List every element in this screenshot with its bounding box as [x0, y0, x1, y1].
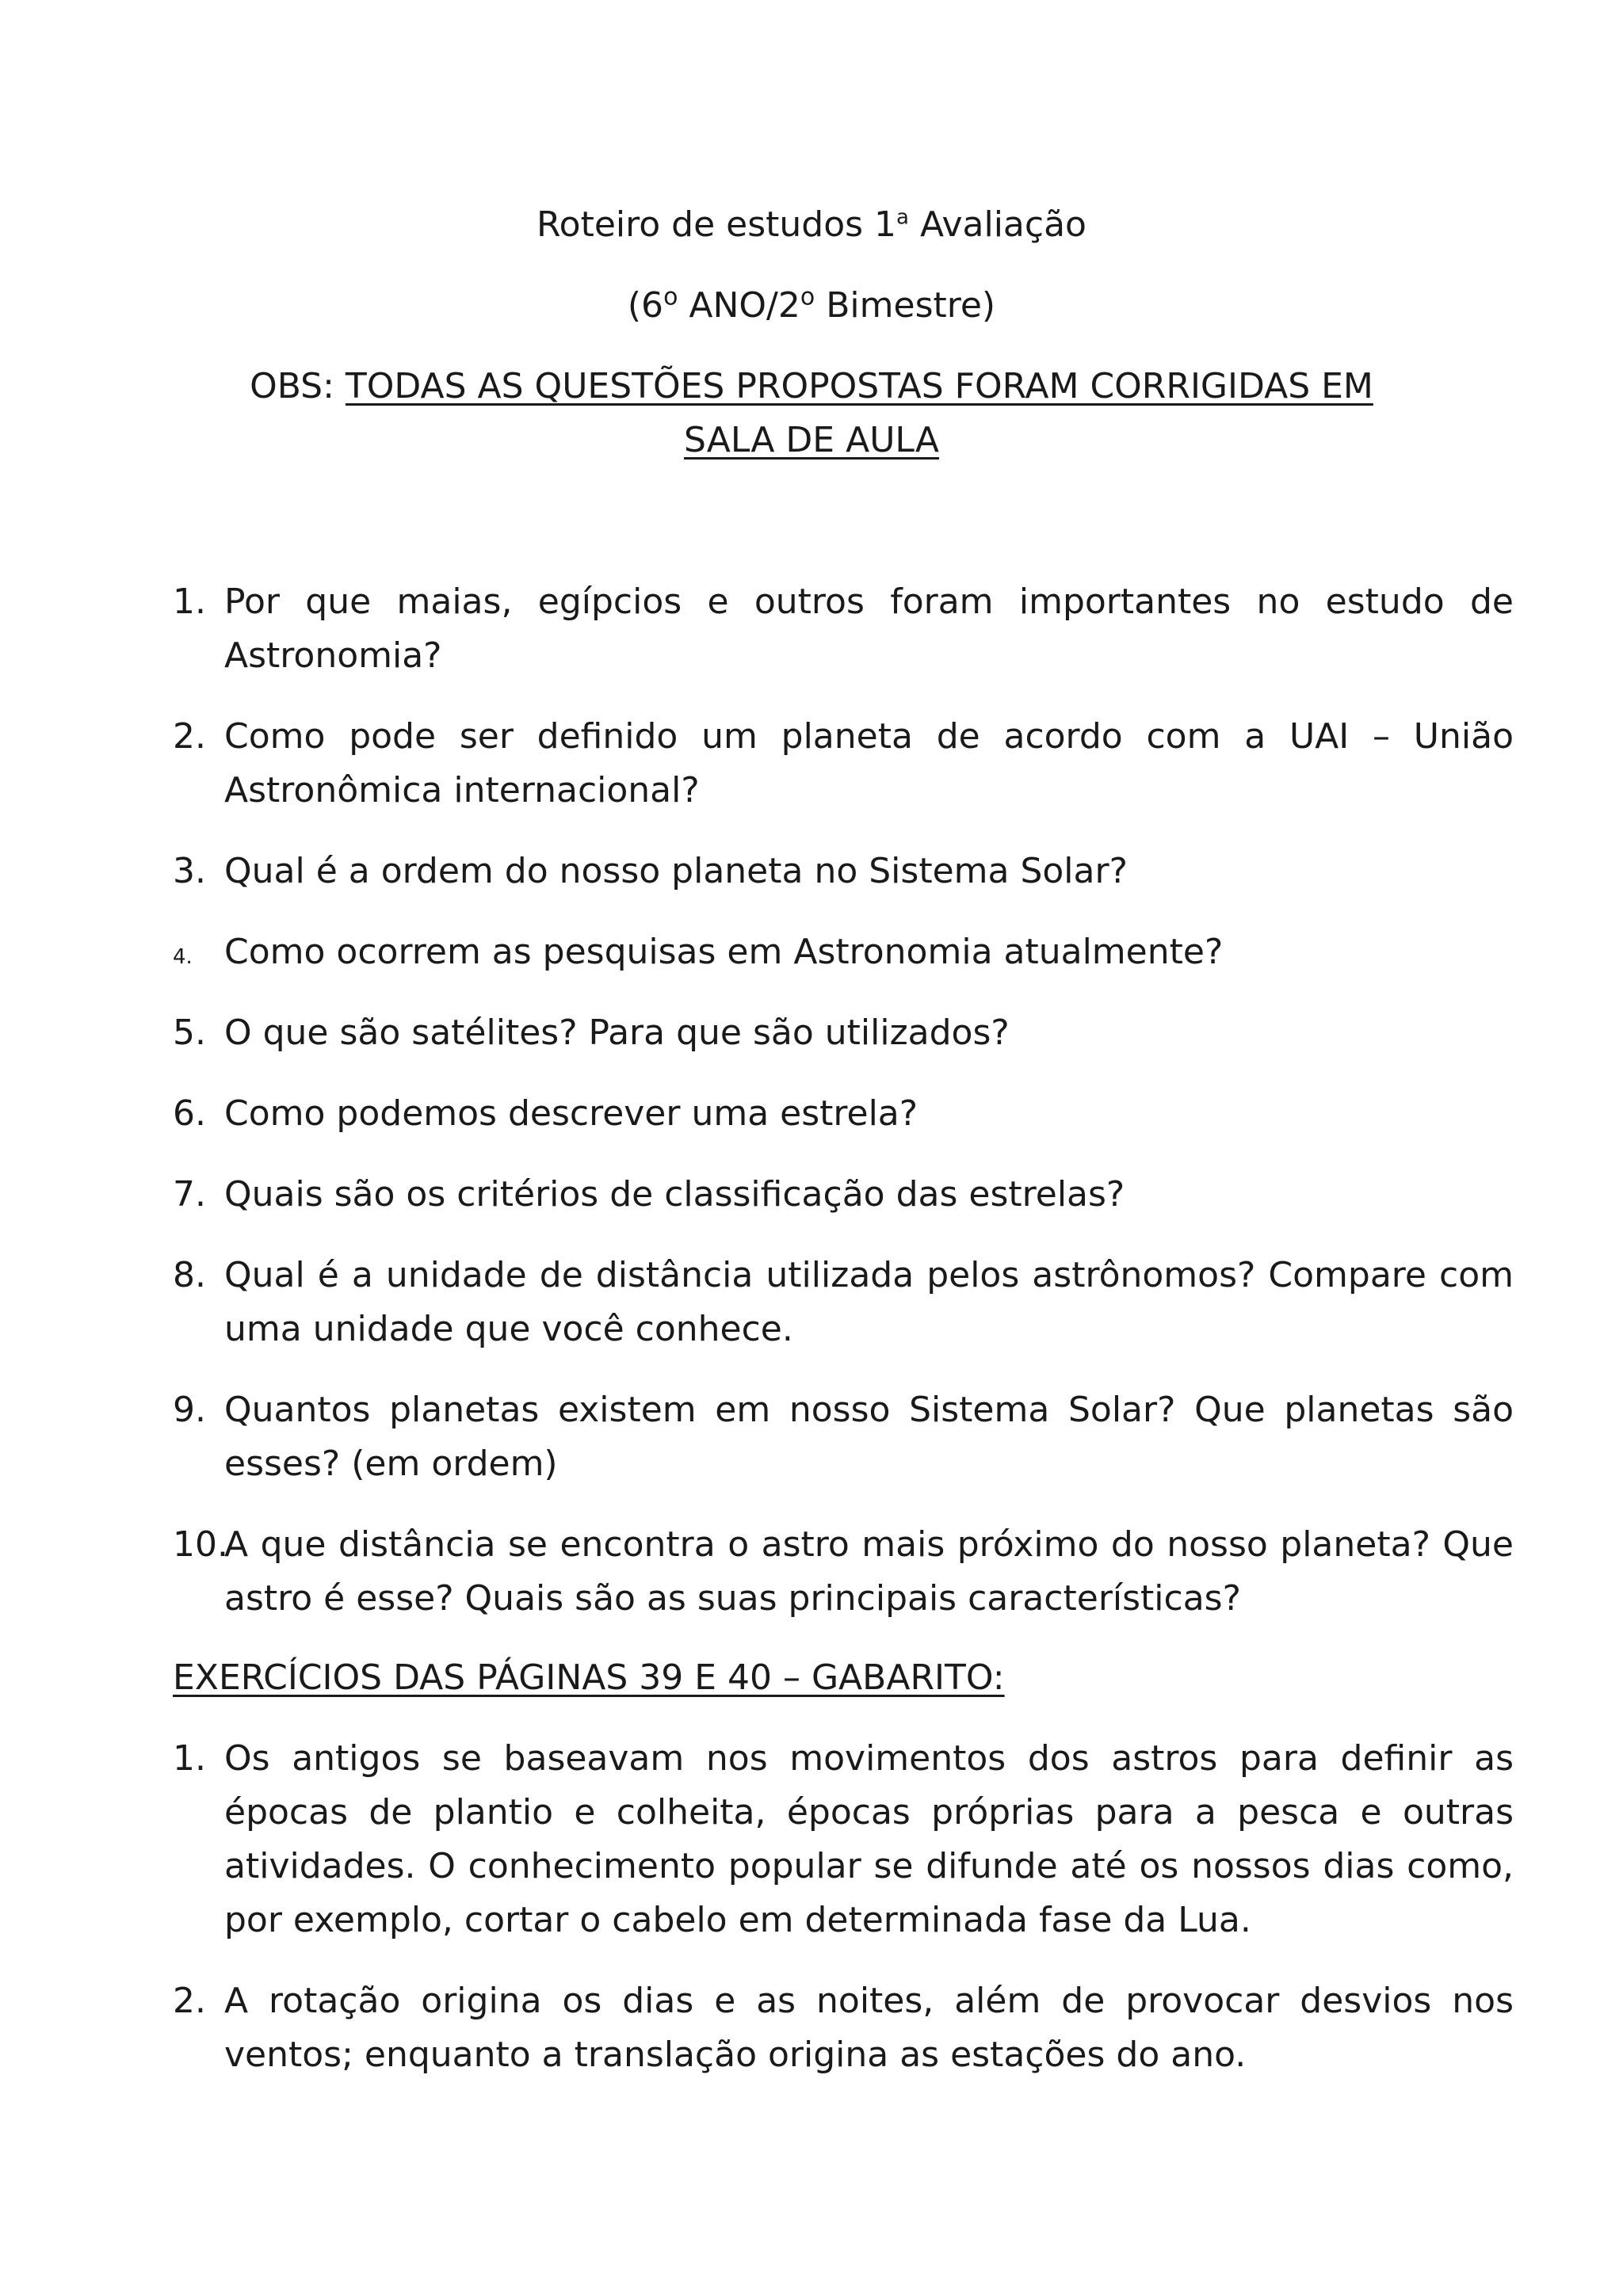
answer-text: A rotação origina os dias e as noites, além de provocar desvios nos ventos; enquanto a translação origina as estações do ano.: [224, 1981, 1514, 2075]
obs-label: OBS:: [250, 366, 346, 406]
title-superscript: a: [896, 205, 909, 230]
question-number: 4.: [173, 945, 193, 969]
grade-line: [0, 279, 1623, 333]
question-number: 7.: [173, 1174, 206, 1215]
answer-text: Os antigos se baseavam nos movimentos dos astros para definir as épocas de plantio e colheita, épocas próprias para a pesca e outras atividades. O conhecimento popular se difunde até os nossos dias como, por exemplo, cortar o cabelo em determinada fase da Lua.: [224, 1738, 1514, 1940]
question-number: 6.: [173, 1093, 206, 1134]
grade-ordinal-2: o: [800, 283, 815, 311]
grade-mid-text: ANO/2: [678, 285, 800, 326]
question-text: Como pode ser definido um planeta de acordo com a UAI – União Astronômica internacional?: [224, 716, 1514, 810]
question-number: 3.: [173, 851, 206, 891]
question-number: 2.: [173, 716, 206, 757]
question-text: Qual é a ordem do nosso planeta no Sistema Solar?: [224, 851, 1128, 891]
document-title: [0, 198, 1623, 252]
question-text: A que distância se encontra o astro mais próximo do nosso planeta? Que astro é esse? Quais são as suas principais características?: [224, 1524, 1514, 1619]
answer-number: 1.: [173, 1738, 206, 1779]
obs-line-2: [0, 414, 1623, 467]
question-number: 8.: [173, 1255, 206, 1295]
question-number: 10.: [173, 1524, 228, 1565]
question-text: Por que maias, egípcios e outros foram importantes no estudo de Astronomia?: [224, 582, 1514, 676]
question-text: O que são satélites? Para que são utilizados?: [224, 1013, 1010, 1053]
question-number: 1.: [173, 582, 206, 622]
obs-line-1: [0, 360, 1623, 414]
question-text: Como podemos descrever uma estrela?: [224, 1093, 918, 1134]
question-text: Quais são os critérios de classificação das estrelas?: [224, 1174, 1125, 1215]
question-text: Como ocorrem as pesquisas em Astronomia atualmente?: [224, 932, 1224, 972]
grade-ordinal-1: o: [663, 283, 678, 311]
title-end-text: Avaliação: [908, 204, 1086, 245]
obs-text-2: SALA DE AULA: [683, 420, 940, 460]
question-number: 5.: [173, 1013, 206, 1053]
question-number: 9.: [173, 1390, 206, 1430]
grade-end-text: Bimestre): [815, 285, 996, 326]
grade-open-text: (6: [627, 285, 664, 326]
answer-number: 2.: [173, 1981, 206, 2021]
question-text: Quantos planetas existem em nosso Sistema Solar? Que planetas são esses? (em ordem): [224, 1390, 1514, 1484]
title-text: Roteiro de estudos 1: [537, 204, 897, 245]
obs-text-1: TODAS AS QUESTÕES PROPOSTAS FORAM CORRIGIDAS EM: [345, 366, 1373, 406]
answers-section-title: EXERCÍCIOS DAS PÁGINAS 39 E 40 – GABARITO:: [173, 1657, 1005, 1698]
question-text: Qual é a unidade de distância utilizada pelos astrônomos? Compare com uma unidade que você conhece.: [224, 1255, 1514, 1349]
